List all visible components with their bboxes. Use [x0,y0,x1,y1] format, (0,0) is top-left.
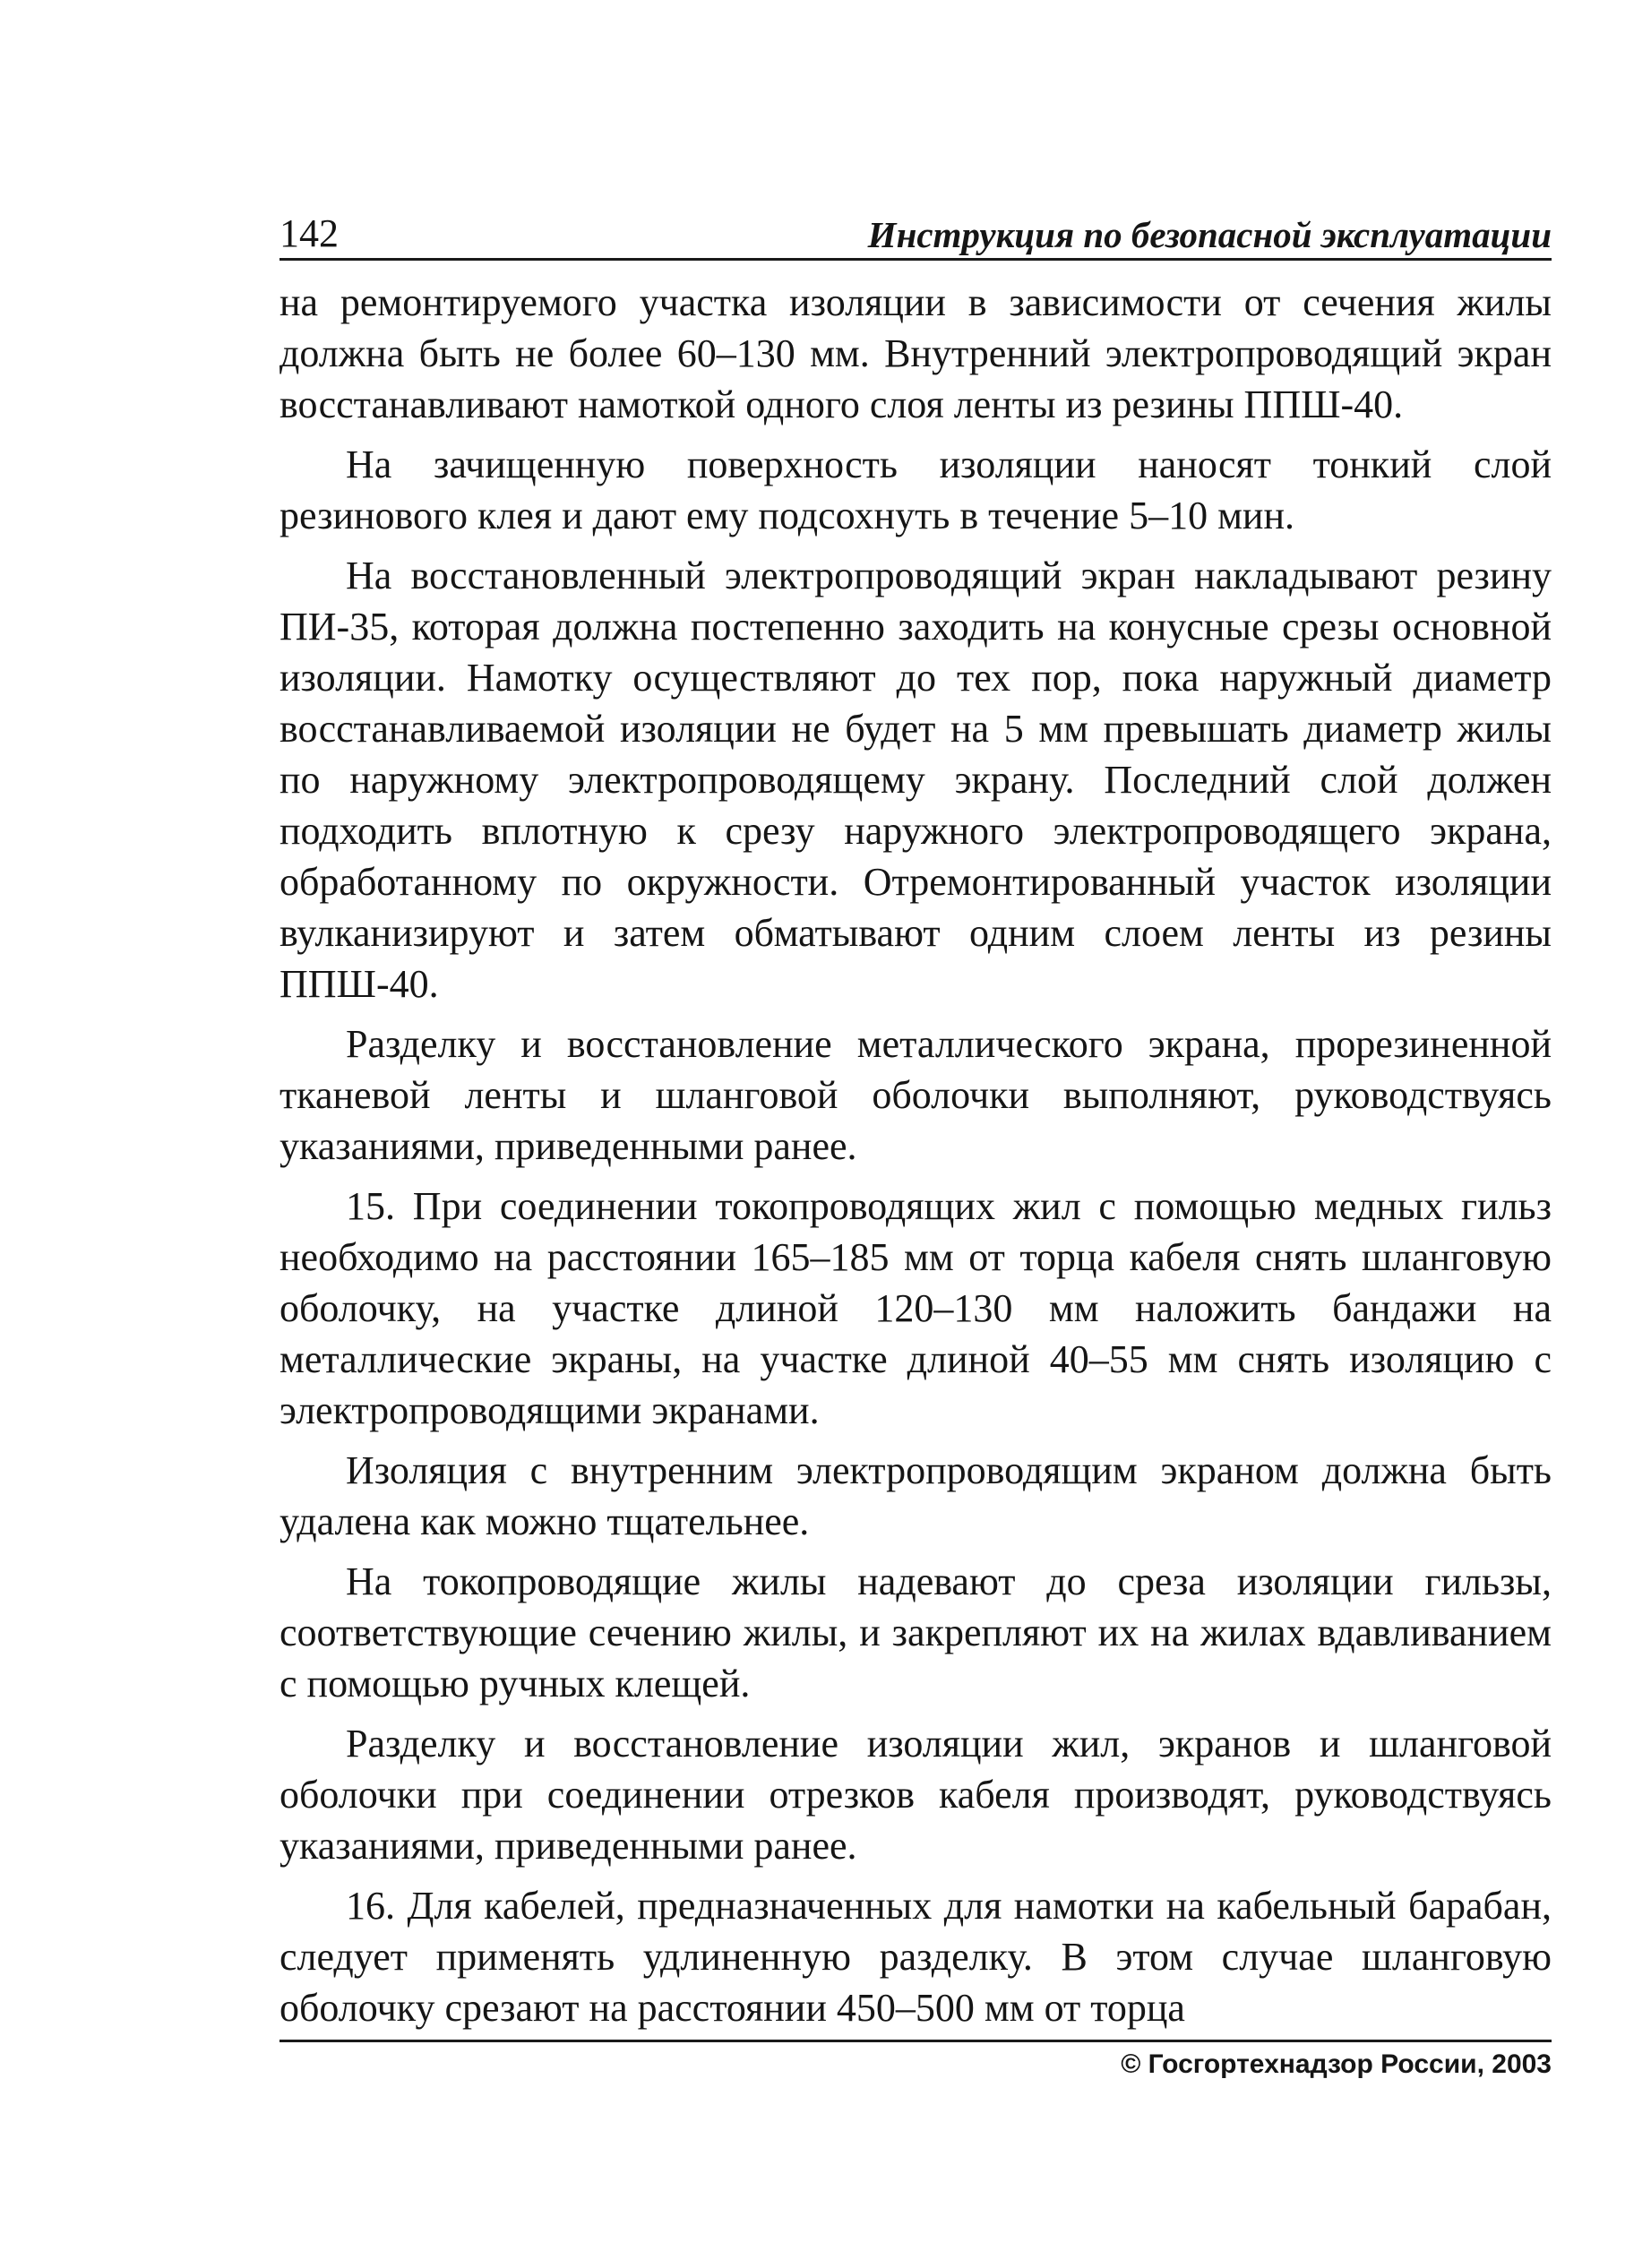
running-header-title: Инструкция по безопасной эксплуатации [867,214,1552,255]
paragraph: Разделку и восстановление изоляции жил, экранов и шланговой оболочки при соединении отрезков кабеля производят, руководствуясь указаниями, приведенными ранее. [279,1722,1552,1868]
paragraph: На восстановленный электропроводящий экран накладывают резину ПИ-35, которая должна постепенно заходить на конусные срезы основной изоляции. Намотку осуществляют до тех пор, пока наружный диаметр восстанавливаемой изоляции не будет на 5 мм превышать диаметр жилы по наружному электропроводящему экрану. Последний слой должен подходить вплотную к срезу наружного электропроводящего экрана, обработанному по окружности. Отремонтированный участок изоляции вулканизируют и затем обматывают одним слоем ленты из резины ППШ-40. [279,554,1552,1006]
paragraph: На зачищенную поверхность изоляции наносят тонкий слой резинового клея и дают ему подсохнуть в течение 5–10 мин. [279,442,1552,537]
paragraph-item-16: 16. Для кабелей, предназначенных для намотки на кабельный барабан, следует применять удлиненную разделку. В этом случае шланговую оболочку срезают на расстоянии 450–500 мм от торца [279,1884,1552,2030]
paragraph-continued: на ремонтируемого участка изоляции в зависимости от сечения жилы должна быть не более 60–130 мм. Внутренний электропроводящий экран восстанавливают намоткой одного слоя ленты из резины ППШ-40. [279,280,1552,426]
paragraph: Разделку и восстановление металлического экрана, прорезиненной тканевой ленты и шланговой оболочки выполняют, руководствуясь указаниями, приведенными ранее. [279,1022,1552,1168]
paragraph: На токопроводящие жилы надевают до среза изоляции гильзы, соответствующие сечению жилы, и закрепляют их на жилах вдавливанием с помощью ручных клещей. [279,1559,1552,1705]
footer-divider [279,2040,1552,2042]
copyright-notice: © Госгортехнадзор России, 2003 [1121,2049,1552,2079]
paragraph: Изоляция с внутренним электропроводящим экраном должна быть удалена как можно тщательнее. [279,1448,1552,1543]
paragraph-item-15: 15. При соединении токопроводящих жил с помощью медных гильз необходимо на расстоянии 165–185 мм от торца кабеля снять шланговую оболочку, на участке длиной 120–130 мм наложить бандажи на металлические экраны, на участке длиной 40–55 мм снять изоляцию с электропроводящими экранами. [279,1184,1552,1432]
running-header [279,204,1552,261]
page-number: 142 [279,211,339,255]
page [279,204,1552,2042]
body-text [279,277,1552,2033]
